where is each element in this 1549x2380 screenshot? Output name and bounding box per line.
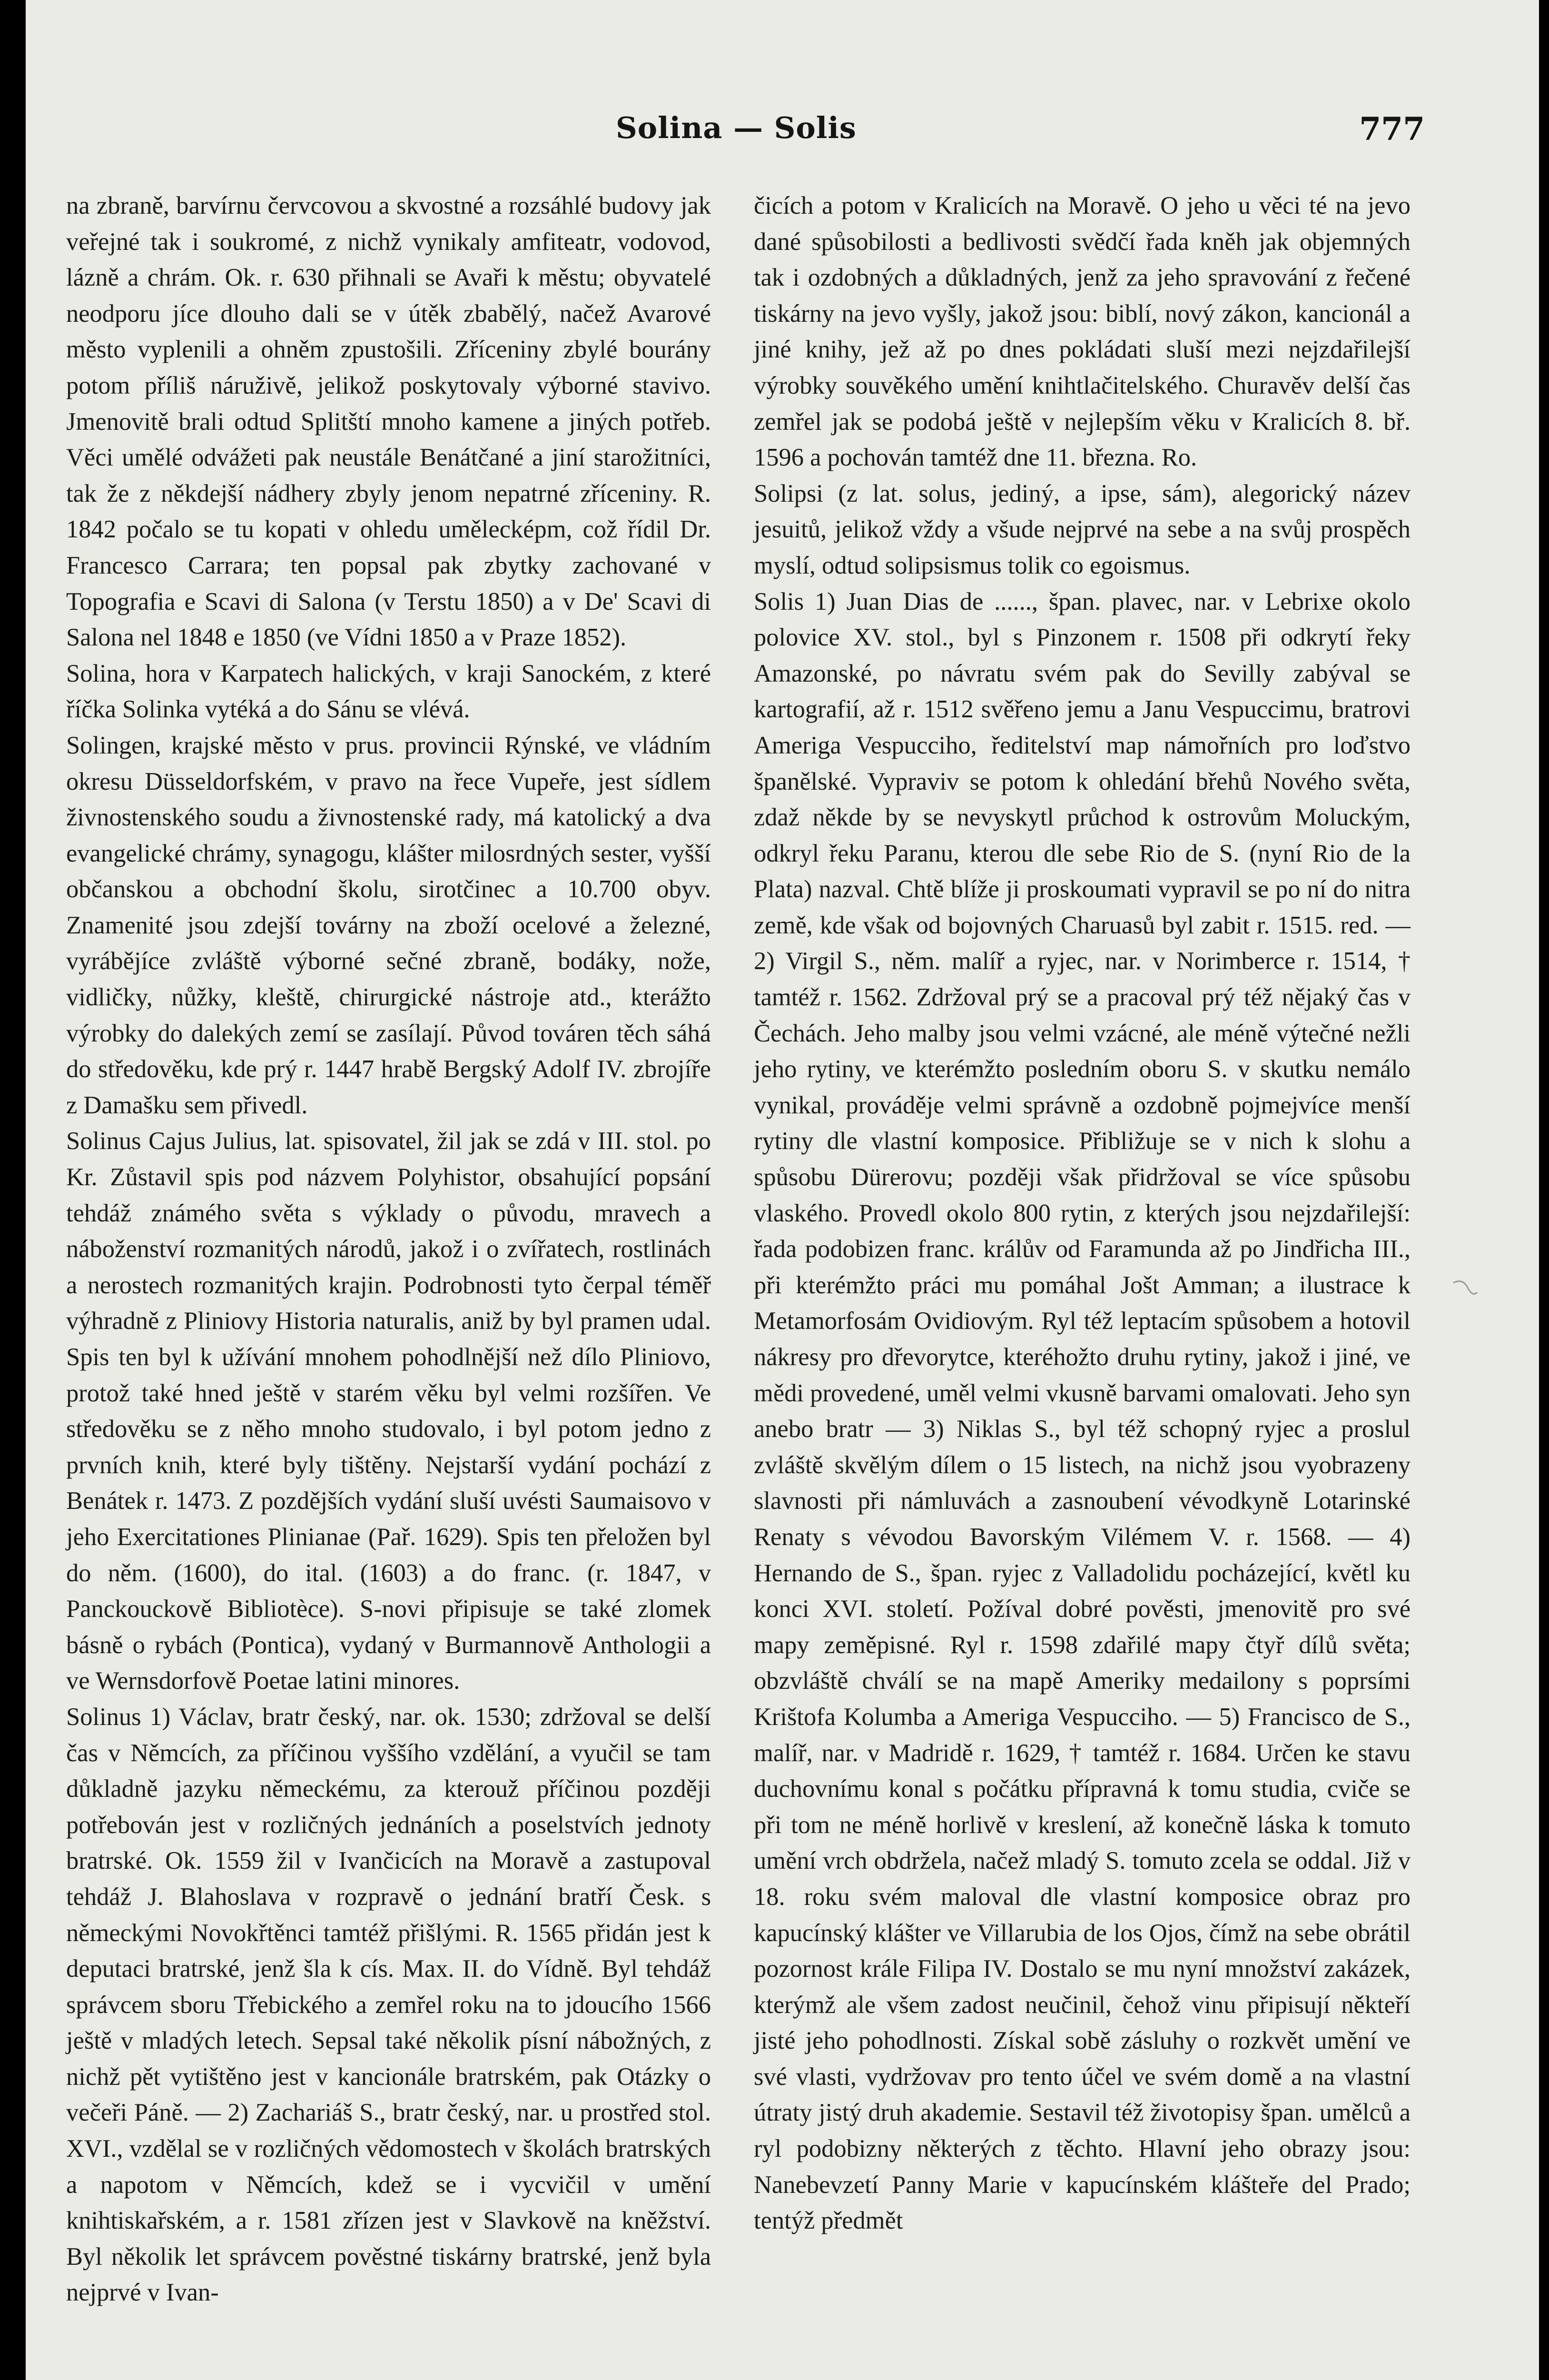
dictionary-page (26, 0, 1539, 2380)
running-title: Solina — Solis (616, 110, 857, 145)
entry-solina: Solina, hora v Karpatech halických, v kraji Sanockém, z které říčka Solinka vytéká a do Sánu se vlévá. (66, 659, 711, 724)
left-column (66, 188, 711, 2311)
entry-salona-continuation: na zbraně, barvírnu červcovou a skvostné a rozsáhlé budovy jak veřejné tak i soukromé, z nichž vynikaly amfiteatr, vodovod, lázně a chrám. Ok. r. 630 přihnali se Avaři k městu; obyvatelé neodporu jíce dlouho dali se v útěk zbabělý, načež Avarové město vyplenili a ohněm zpustošili. Zříceniny zbylé bourány potom příliš náruživě, jelikož poskytovaly výborné stavivo. Jmenovitě brali odtud Splitští mnoho kamene a jiných potřeb. Věci umělé odvážeti pak neustále Benátčané a jiní starožitníci, tak že z někdejší nádhery zbyly jenom nepatrné zříceniny. R. 1842 počalo se tu kopati v ohledu umělecképm, což řídil Dr. Francesco Carrara; ten popsal pak zbytky zachované v Topografia e Scavi di Salona (v Terstu 1850) a v De' Scavi di Salona nel 1848 e 1850 (ve Vídni 1850 a v Praze 1852). (66, 192, 711, 652)
entry-solingen: Solingen, krajské město v prus. provincii Rýnské, ve vládním okresu Düsseldorfském, v pravo na řece Vupeře, jest sídlem živnostenského soudu a živnostenské rady, má katolický a dva evangelické chrámy, synagogu, klášter milosrdných sester, vyšší občanskou a obchodní školu, sirotčinec a 10.700 obyv. Znamenité jsou zdejší továrny na zboží ocelové a železné, vyrábějíce zvláště výborné sečné zbraně, bodáky, nože, vidličky, nůžky, kleště, chirurgické nástroje atd., kterážto výrobky do dalekých zemí se zasílají. Původ továren těch sáhá do středověku, kde prý r. 1447 hrabě Bergský Adolf IV. zbrojíře z Damašku sem přivedl. (66, 731, 711, 1119)
margin-mark-icon (1449, 1273, 1482, 1307)
entry-solinus-vaclav-zacharias: Solinus 1) Václav, bratr český, nar. ok. 1530; zdržoval se delší čas v Němcích, za příčinou vyššího vzdělání, a vyučil se tam důkladně jazyku německému, za kterouž příčinou později potřebován jest v rozličných jednáních a poselstvích jednoty bratrské. Ok. 1559 žil v Ivančicích na Moravě a zastupoval tehdáž J. Blahoslava v rozpravě o jednání bratří Česk. s německými Novokřtěnci tamtéž přišlými. R. 1565 přidán jest k deputaci bratrské, jenž šla k cís. Max. II. do Vídně. Byl tehdáž správcem sboru Třebického a zemřel roku na to jdoucího 1566 ještě v mladých letech. Sepsal také několik písní nábožných, z nichž pět vytištěno jest v kancionále bratrském, pak Otázky o večeři Páně. — 2) Zachariáš S., bratr český, nar. u prostřed stol. XVI., vzdělal se v rozličných vědomostech v školách bratrských a napotom v Němcích, kdež se i vycvičil v umění knihtiskařském, a r. 1581 zřízen jest v Slavkově na kněžství. Byl několik let správcem pověstné tiskárny bratrské, jenž byla nejprvé v Ivan- (66, 1703, 711, 2307)
entry-solinus-cajus-julius: Solinus Cajus Julius, lat. spisovatel, žil jak se zdá v III. stol. po Kr. Zůstavil spis pod názvem Polyhistor, obsahující popsání tehdáž známého světa s výklady o původu, mravech a náboženství rozmanitých národů, jakož i o zvířatech, rostlinách a nerostech rozmanitých krajin. Podrobnosti tyto čerpal téměř výhradně z Pliniovy Historia naturalis, aniž by byl pramen udal. Spis ten byl k užívání mnohem pohodlnější než dílo Pliniovo, protož také hned ještě v starém věku byl velmi rozšířen. Ve středověku se z něho mnoho studovalo, i byl potom jedno z prvních knih, které byly tištěny. Nejstarší vydání pochází z Benátek r. 1473. Z pozdějších vydání sluší uvésti Saumaisovo v jeho Exercitationes Plinianae (Pař. 1629). Spis ten přeložen byl do něm. (1600), do ital. (1603) a do franc. (r. 1847, v Panckouckově Bibliotèce). S-novi připisuje se také zlomek básně o rybách (Pontica), vydaný v Burmannově Anthologii a ve Wernsdorfově Poetae latini minores. (66, 1127, 711, 1695)
entry-solinus-continuation: čicích a potom v Kralicích na Moravě. O jeho u věci té na jevo dané spůsobilosti a bedlivosti svědčí řada kněh jak objemných tak i ozdobných a důkladných, jenž za jeho spravování z řečené tiskárny na jevo vyšly, jakož jsou: biblí, nový zákon, kancionál a jiné knihy, jež až po dnes pokládati sluší mezi nejzdařilejší výrobky souvěkého umění knihtlačitelského. Churavěv delší čas zemřel jak se podobá ještě v nejlepším věku v Kralicích 8. bř. 1596 a pochován tamtéž dne 11. března. Ro. (754, 192, 1411, 472)
page-number: 777 (1359, 110, 1425, 148)
entry-solis: Solis 1) Juan Dias de ......, špan. plavec, nar. v Lebrixe okolo polovice XV. stol., byl s Pinzonem r. 1508 při odkrytí řeky Amazonské, po návratu svém pak do Sevilly zabýval se kartografií, až r. 1512 svěřeno jemu a Janu Vespuccimu, bratrovi Ameriga Vespucciho, ředitelství map námořních pro loďstvo španělské. Vypraviv se potom k ohledání břehů Nového světa, zdaž někde by se nevyskytl průchod k ostrovům Moluckým, odkryl řeku Paranu, kterou dle sebe Rio de S. (nyní Rio de la Plata) nazval. Chtě blíže ji proskoumati vypravil se po ní do nitra země, kde však od bojovných Charuasů byl zabit r. 1515. red. — 2) Virgil S., něm. malíř a ryjec, nar. v Norimberce r. 1514, † tamtéž r. 1562. Zdržoval prý se a pracoval prý též nějaký čas v Čechách. Jeho malby jsou velmi vzácné, ale méně výtečné nežli jeho rytiny, ve kterémžto posledním oboru S. v skutku nemálo vynikal, prováděje velmi správně a ozdobně pojmejvíce menší rytiny dle vlastní komposice. Přibližuje se v nich k slohu a spůsobu Dürerovu; později však přidržoval se více spůsobu vlaského. Provedl okolo 800 rytin, z kterých jsou nejzdařilejší: řada podobizen franc. králův od Faramunda až po Jindřicha III., při kterémžto práci mu pomáhal Jošt Amman; a ilustrace k Metamorfosám Ovidiovým. Ryl též leptacím spůsobem a hotovil nákresy pro dřevorytce, kteréhožto druhu rytiny, jakož i jiné, ve mědi provedené, uměl velmi vkusně barvami omalovati. Jeho syn anebo bratr — 3) Niklas S., byl též schopný ryjec a proslul zvláště skvělým dílem o 15 listech, na nichž jsou vyobrazeny slavnosti při námluvách a zasnoubení vévodkyně Lotarinské Renaty s vévodou Bavorským Vilémem V. r. 1568. — 4) Hernando de S., špan. ryjec z Valladolidu pocházející, květl ku konci XVI. století. Požíval dobré pověsti, jmenovitě pro své mapy zeměpisné. Ryl r. 1598 zdařilé mapy čtyř dílů světa; obzvláště chválí se na mapě Ameriky medailony s poprsími Krištofa Kolumba a Ameriga Vespucciho. — 5) Francisco de S., malíř, nar. v Madridě r. 1629, † tamtéž r. 1684. Určen ke stavu duchovnímu konal s počátku přípravná k tomu studia, cviče se při tom ne méně horlivě v kreslení, až konečně láska k tomuto umění vrch obdržela, načež mladý S. tomuto zcela se oddal. Již v 18. roku svém maloval dle vlastní komposice obraz pro kapucínský klášter ve Villarubia de los Ojos, čímž na sebe obrátil pozornost krále Filipa IV. Dostalo se mu nyní množství zakázek, kterýmž ale všem zadost neučinil, čehož vinu připisují někteří jisté jeho pohodlnosti. Získal sobě zásluhy o rozkvět umění ve své vlasti, vydržovav pro tento účel ve svém domě a na vlastní útraty jistý druh akademie. Sestavil též životopisy špan. umělců a ryl podobizny některých z těchto. Hlavní jeho obrazy jsou: Nanebevzetí Panny Marie v kapucínském klášteře del Prado; tentýž předmět (754, 587, 1411, 2235)
entry-solipsi: Solipsi (z lat. solus, jediný, a ipse, sám), alegorický název jesuitů, jelikož vždy a všude nejprvé na sebe a na svůj prospěch myslí, odtud solipsismus tolik co egoismus. (754, 479, 1411, 579)
right-column (754, 188, 1411, 2239)
running-header (26, 110, 1539, 153)
